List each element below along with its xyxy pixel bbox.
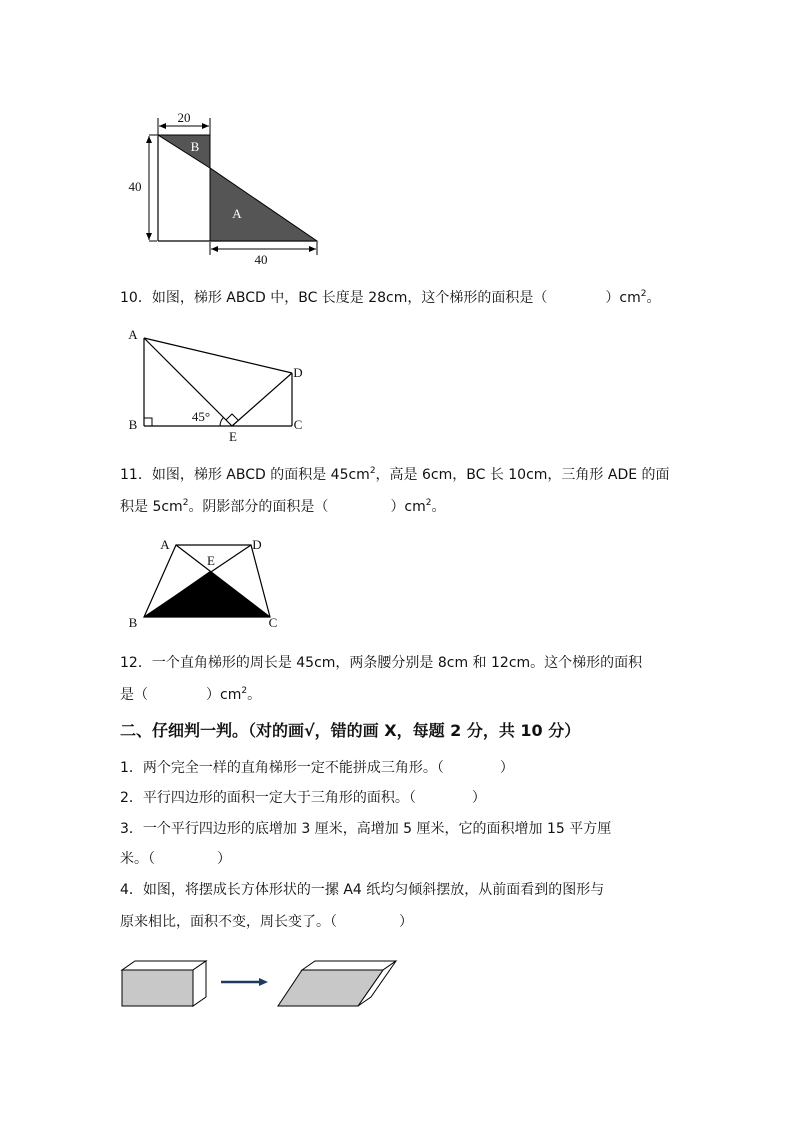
question-11-line-2: 积是 $5cm^2$。阴影部分的面积是（ ）$cm^2$。 [120, 498, 446, 515]
angle-label: 45° [191, 409, 211, 424]
judgment-4-line-2: 原来相比，面积不变，周长变了。（ ） [120, 914, 413, 930]
label-e: E [207, 553, 215, 568]
judgment-1: 1．两个完全一样的直角梯形一定不能拼成三角形。（ ） [120, 760, 514, 776]
question-12-line-2: 是（ ）$cm^2$。 [120, 686, 262, 703]
label-d: D [252, 537, 262, 552]
label-a: A [232, 206, 242, 221]
section-2-heading: 二、仔细判一判。（对的画√，错的画 X，每题 2 分，共 10 分） [120, 721, 581, 740]
shaded-triangle-a [210, 168, 317, 241]
judgment-3-line-2: 米。（ ） [120, 851, 231, 867]
label-a: A [160, 537, 170, 552]
label-c: C [268, 615, 278, 630]
shaded-triangle-b [158, 135, 210, 168]
label-a: A [128, 327, 138, 342]
slanted-front-face [278, 970, 383, 1006]
dim-top-label: 20 [177, 110, 191, 125]
judgment-2: 2．平行四边形的面积一定大于三角形的面积。（ ） [120, 790, 486, 806]
arrow-right-icon [259, 978, 268, 986]
figure-q10 [125, 325, 315, 444]
label-b: B [128, 417, 138, 432]
question-12-line-1: 12．一个直角梯形的周长是 45cm，两条腰分别是 8cm 和 12cm。这个梯形的面积 [120, 655, 643, 671]
judgment-4-line-1: 4．如图，将摆成长方体形状的一摞 A4 纸均匀倾斜摆放，从前面看到的图形与 [120, 882, 605, 898]
question-10: 10．如图，梯形 ABCD 中，BC 长度是 28cm，这个梯形的面积是（ ）$cm^2$。 [120, 289, 661, 306]
label-b: B [190, 139, 200, 154]
label-e: E [229, 429, 237, 444]
cuboid-front-face [122, 970, 193, 1006]
figure-q11 [125, 535, 290, 635]
dim-left-label: 40 [128, 179, 142, 194]
judgment-3-line-1: 3．一个平行四边形的底增加 3 厘米，高增加 5 厘米，它的面积增加 15 平方厘 [120, 821, 612, 837]
label-c: C [293, 417, 303, 432]
figure-q9 [125, 105, 325, 270]
q10-text: 10．如图，梯形 ABCD 中，BC 长度是 28cm，这个梯形的面积是（ [120, 290, 548, 306]
figure-j4 [118, 960, 408, 1010]
shaded-triangle-ebc [144, 571, 270, 617]
question-11-line-1: 11．如图，梯形 ABCD 的面积是 $45cm^2$，高是 6cm，BC 长 10cm，三角形 ADE 的面 [120, 466, 670, 483]
label-d: D [293, 365, 303, 380]
label-b: B [128, 615, 138, 630]
dim-bottom-label: 40 [254, 252, 268, 267]
